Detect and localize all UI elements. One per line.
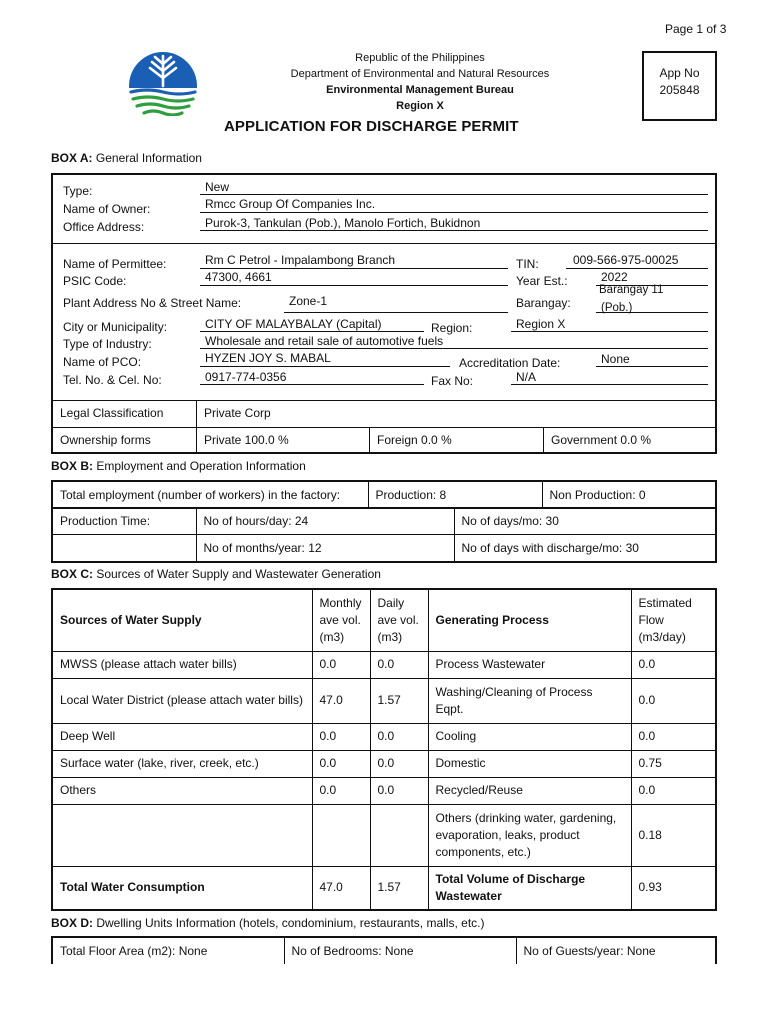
ownership-government: Government 0.0 % xyxy=(551,433,652,447)
city-value: CITY OF MALAYBALAY (Capital) xyxy=(205,317,382,331)
table-row xyxy=(52,678,716,723)
header-flow: Estimated Flow (m3/day) xyxy=(631,589,716,651)
monthly-cell: 47.0 xyxy=(312,678,370,723)
source-cell: Local Water District (please attach water bills) xyxy=(52,678,312,723)
app-no-value: 205848 xyxy=(659,83,700,97)
tel-value: 0917-774-0356 xyxy=(205,370,287,384)
table-row xyxy=(52,723,716,750)
header-daily: Daily ave vol. (m3) xyxy=(370,589,428,651)
source-cell: Deep Well xyxy=(52,723,312,750)
process-cell: Recycled/Reuse xyxy=(428,777,631,804)
process-cell: Domestic xyxy=(428,750,631,777)
box-a-general-info xyxy=(51,173,717,454)
flow-cell: 0.0 xyxy=(631,777,716,804)
city-label: City or Municipality: xyxy=(63,320,168,334)
header-bureau: Environmental Management Bureau xyxy=(326,84,514,96)
year-value: 2022 xyxy=(601,270,628,284)
plant-address-label: Plant Address No & Street Name: xyxy=(63,296,242,310)
box-c-label: BOX C: Sources of Water Supply and Wastewater Generation xyxy=(51,567,381,581)
accreditation-label: Accreditation Date: xyxy=(459,356,561,370)
monthly-cell: 0.0 xyxy=(312,750,370,777)
process-cell: Others (drinking water, gardening, evaporation, leaks, product components, etc.) xyxy=(428,804,631,866)
daily-cell xyxy=(370,804,428,866)
region-label: Region: xyxy=(431,321,473,335)
monthly-cell: 0.0 xyxy=(312,651,370,678)
type-value: New xyxy=(205,180,230,194)
total-discharge-label: Total Volume of Discharge Wastewater xyxy=(428,866,631,910)
non-production-count: Non Production: 0 xyxy=(542,481,716,508)
accreditation-value: None xyxy=(601,352,630,366)
app-no-label: App No xyxy=(659,66,700,80)
permittee-label: Name of Permittee: xyxy=(63,257,167,271)
office-label: Office Address: xyxy=(63,220,145,234)
bedrooms: No of Bedrooms: None xyxy=(284,937,516,964)
header-republic: Republic of the Philippines xyxy=(355,52,485,64)
owner-value: Rmcc Group Of Companies Inc. xyxy=(205,197,376,211)
region-value: Region X xyxy=(516,317,566,331)
fax-label: Fax No: xyxy=(431,374,474,388)
box-b-time-table xyxy=(51,507,717,563)
legal-classification-value: Private Corp xyxy=(204,406,271,420)
monthly-cell: 0.0 xyxy=(312,723,370,750)
emb-logo xyxy=(127,52,199,116)
fax-value: N/A xyxy=(516,370,537,384)
daily-cell: 0.0 xyxy=(370,651,428,678)
production-count: Production: 8 xyxy=(368,481,542,508)
tel-label: Tel. No. & Cel. No: xyxy=(63,373,162,387)
guests-per-year: No of Guests/year: None xyxy=(516,937,716,964)
box-b-employment-table xyxy=(51,480,717,509)
ownership-private: Private 100.0 % xyxy=(204,433,289,447)
production-time-label: Production Time: xyxy=(52,508,196,535)
barangay-value-2: (Pob.) xyxy=(601,302,633,314)
ownership-label: Ownership forms xyxy=(60,433,151,447)
process-cell: Cooling xyxy=(428,723,631,750)
app-number-box xyxy=(642,51,717,121)
table-row xyxy=(52,804,716,866)
industry-value: Wholesale and retail sale of automotive fuels xyxy=(205,334,444,348)
tin-label: TIN: xyxy=(516,257,539,271)
total-employment-label: Total employment (number of workers) in the factory: xyxy=(52,481,368,508)
box-a-label: BOX A: General Information xyxy=(51,151,202,165)
box-d-dwelling-table xyxy=(51,936,717,964)
table-row xyxy=(52,777,716,804)
legal-classification-label: Legal Classification xyxy=(60,406,164,420)
industry-label: Type of Industry: xyxy=(63,337,152,351)
owner-label: Name of Owner: xyxy=(63,202,151,216)
total-daily: 1.57 xyxy=(370,866,428,910)
days-per-month: No of days/mo: 30 xyxy=(454,508,716,535)
header-region: Region X xyxy=(396,100,444,112)
box-b-label: BOX B: Employment and Operation Information xyxy=(51,459,306,473)
daily-cell: 1.57 xyxy=(370,678,428,723)
plant-address-value: Zone-1 xyxy=(289,294,328,308)
total-consumption-label: Total Water Consumption xyxy=(52,866,312,910)
psic-value: 47300, 4661 xyxy=(205,270,272,284)
page-title: APPLICATION FOR DISCHARGE PERMIT xyxy=(224,118,519,135)
source-cell xyxy=(52,804,312,866)
header-process: Generating Process xyxy=(428,589,631,651)
source-cell: Surface water (lake, river, creek, etc.) xyxy=(52,750,312,777)
floor-area: Total Floor Area (m2): None xyxy=(52,937,284,964)
barangay-value-1: Barangay 11 xyxy=(599,284,664,296)
tin-value: 009-566-975-00025 xyxy=(573,253,679,267)
header-monthly: Monthly ave vol. (m3) xyxy=(312,589,370,651)
hours-per-day: No of hours/day: 24 xyxy=(196,508,454,535)
office-value: Purok-3, Tankulan (Pob.), Manolo Fortich, Bukidnon xyxy=(205,216,481,230)
process-cell: Washing/Cleaning of Process Eqpt. xyxy=(428,678,631,723)
table-row xyxy=(52,750,716,777)
barangay-label: Barangay: xyxy=(516,296,571,310)
year-label: Year Est.: xyxy=(516,274,568,288)
box-c-water-table xyxy=(51,588,717,911)
total-row xyxy=(52,866,716,910)
source-cell: MWSS (please attach water bills) xyxy=(52,651,312,678)
permittee-value: Rm C Petrol - Impalambong Branch xyxy=(205,253,396,267)
table-row xyxy=(52,651,716,678)
flow-cell: 0.18 xyxy=(631,804,716,866)
agency-header xyxy=(250,50,590,114)
monthly-cell xyxy=(312,804,370,866)
pco-label: Name of PCO: xyxy=(63,355,142,369)
flow-cell: 0.0 xyxy=(631,651,716,678)
header-department: Department of Environmental and Natural Resources xyxy=(290,68,550,80)
pco-value: HYZEN JOY S. MABAL xyxy=(205,351,331,365)
psic-label: PSIC Code: xyxy=(63,274,127,288)
days-with-discharge: No of days with discharge/mo: 30 xyxy=(454,535,716,562)
daily-cell: 0.0 xyxy=(370,723,428,750)
flow-cell: 0.0 xyxy=(631,678,716,723)
flow-cell: 0.75 xyxy=(631,750,716,777)
daily-cell: 0.0 xyxy=(370,750,428,777)
header-sources: Sources of Water Supply xyxy=(52,589,312,651)
production-time-blank xyxy=(52,535,196,562)
months-per-year: No of months/year: 12 xyxy=(196,535,454,562)
total-flow: 0.93 xyxy=(631,866,716,910)
box-d-label: BOX D: Dwelling Units Information (hotels, condominium, restaurants, malls, etc.) xyxy=(51,916,485,930)
flow-cell: 0.0 xyxy=(631,723,716,750)
process-cell: Process Wastewater xyxy=(428,651,631,678)
page-number: Page 1 of 3 xyxy=(665,22,727,36)
monthly-cell: 0.0 xyxy=(312,777,370,804)
ownership-foreign: Foreign 0.0 % xyxy=(377,433,452,447)
daily-cell: 0.0 xyxy=(370,777,428,804)
total-monthly: 47.0 xyxy=(312,866,370,910)
source-cell: Others xyxy=(52,777,312,804)
type-label: Type: xyxy=(63,184,93,198)
